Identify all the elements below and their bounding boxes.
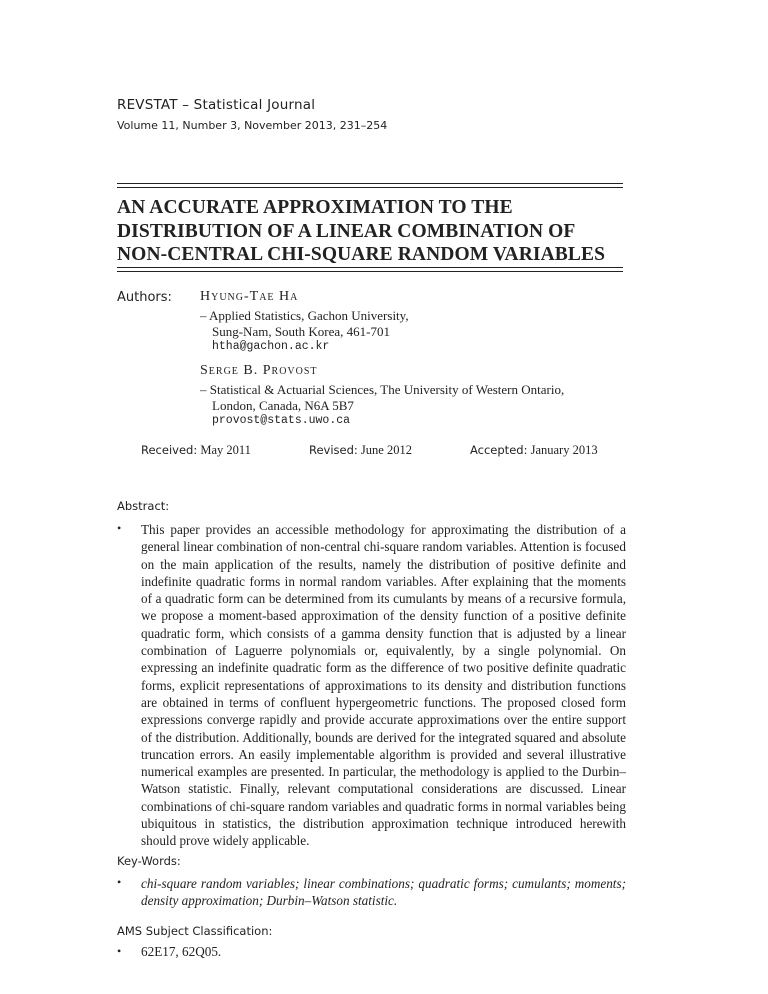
revised-value: June 2012 [360,443,412,457]
abstract-label: Abstract: [117,499,170,513]
accepted-value: January 2013 [530,443,598,457]
affiliation [200,308,640,340]
author-name: Hyung-Tae Ha [200,289,299,304]
keywords-bullet: • [117,875,122,889]
author-block [200,289,640,353]
title-rule-top [117,183,623,184]
author-name: Serge B. Provost [200,363,318,378]
accepted-date [470,443,598,458]
author-email[interactable]: htha@gachon.ac.kr [212,340,330,353]
title-line: AN ACCURATE APPROXIMATION TO THE [117,197,513,218]
keywords-text: chi-square random variables; linear combinations; quadratic forms; cumulants; moments; density approximation; Durbin–Watson statistic. [141,876,626,908]
received-value: May 2011 [200,443,251,457]
title-line: NON-CENTRAL CHI-SQUARE RANDOM VARIABLES [117,244,606,265]
affiliation-line: London, Canada, N6A 5B7 [212,398,354,413]
journal-name: REVSTAT – Statistical Journal [117,97,316,113]
received-date [141,443,251,458]
volume-info: Volume 11, Number 3, November 2013, 231–254 [117,119,388,132]
accepted-label: Accepted: [470,443,528,457]
author-block [200,363,640,427]
affiliation [200,382,640,414]
received-label: Received: [141,443,198,457]
keywords-label: Key-Words: [117,854,181,868]
ams-bullet: • [117,944,122,958]
ams-codes: 62E17, 62Q05. [141,944,222,959]
affiliation-line: – Statistical & Actuarial Sciences, The University of Western Ontario, [200,382,565,397]
paper-title [117,196,637,267]
abstract-bullet: • [117,521,122,535]
revised-date [309,443,412,458]
author-email[interactable]: provost@stats.uwo.ca [212,414,351,427]
revised-label: Revised: [309,443,358,457]
affiliation-line: – Applied Statistics, Gachon University, [200,308,409,323]
affiliation-line: Sung-Nam, South Korea, 461-701 [212,324,391,339]
title-rule-top-2 [117,187,623,188]
authors-label: Authors: [117,290,172,305]
title-rule-bottom-2 [117,271,623,272]
title-rule-bottom [117,267,623,268]
ams-label: AMS Subject Classification: [117,924,273,938]
title-line: DISTRIBUTION OF A LINEAR COMBINATION OF [117,220,576,242]
abstract-text: This paper provides an accessible methodology for approximating the distribution of a general linear combination of non-central chi-square random variables. Attention is focused on the main application of the results, namely the distribution of positive definite and indefinite quadratic forms in normal random variables. After explaining that the moments of a quadratic form can be determined from its cumulants by means of a recursive formula, we propose a moment-based approximation of the density function of a positive definite quadratic form, which consists of a gamma density function that is adjusted by a linear combination of Laguerre polynomials or, equivalently, by a single polynomial. On expressing an indefinite quadratic form as the difference of two positive definite quadratic forms, explicit representations of approximations to its density and distribution functions are obtained in terms of confluent hypergeometric functions. The proposed closed form expressions converge rapidly and provide accurate approximations over the entire support of the distribution. Additionally, bounds are derived for the integrated squared and absolute truncation errors. An easily implementable algorithm is provided and several illustrative numerical examples are presented. In particular, the methodology is applied to the Durbin–Watson statistic. Finally, relevant computational considerations are discussed. Linear combinations of chi-square random variables and quadratic forms in normal variables being ubiquitous in statistics, the distribution approximation technique introduced herewith should prove widely applicable. [141,522,626,849]
